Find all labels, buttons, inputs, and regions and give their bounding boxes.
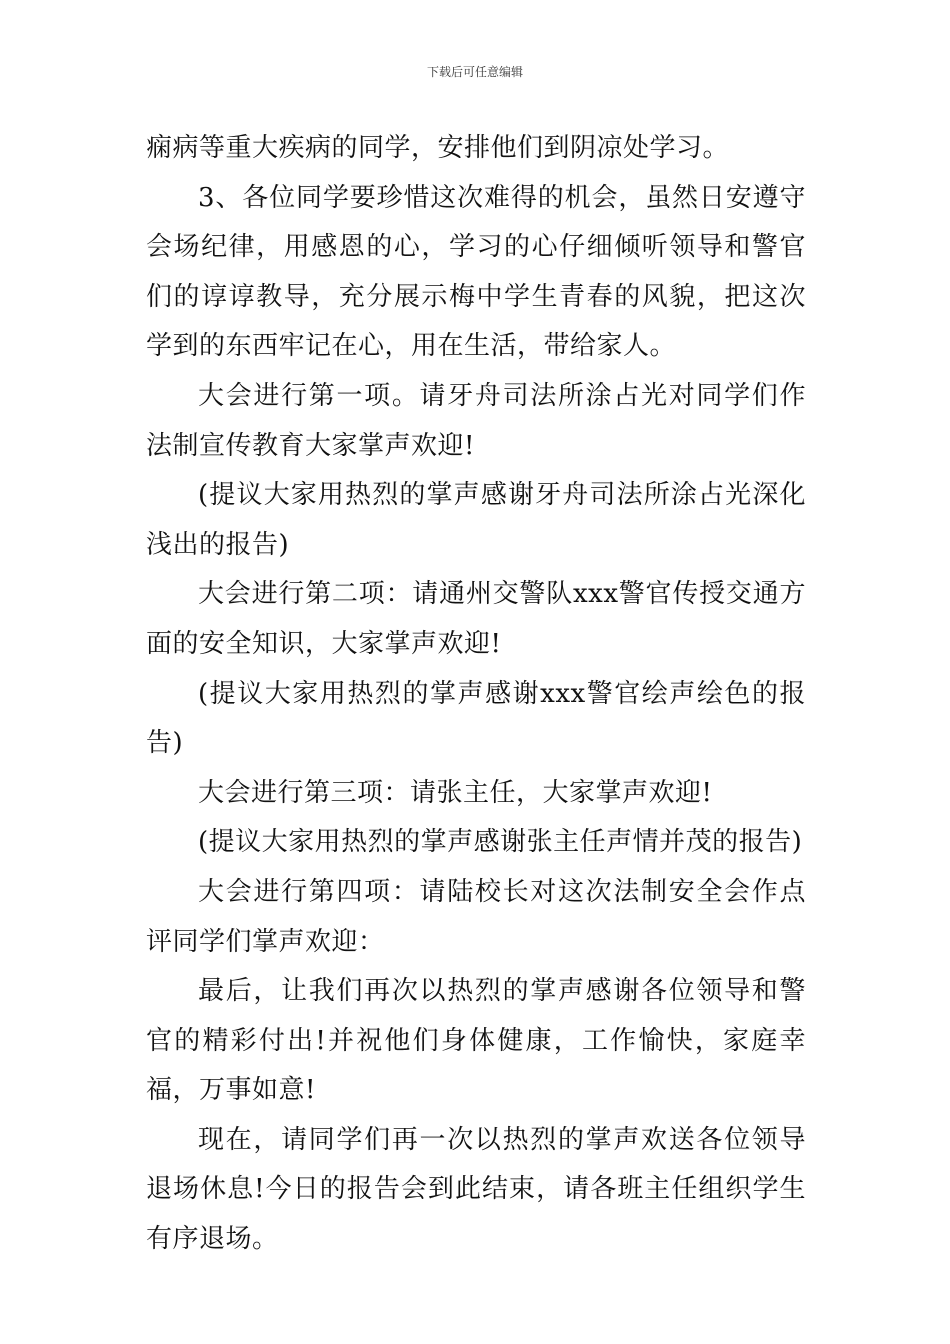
paragraph: (提议大家用热烈的掌声感谢张主任声情并茂的报告) bbox=[198, 827, 803, 858]
paragraph: 3、各位同学要珍惜这次难得的机会，虽然日安遵守会场纪律，用感恩的心，学习的心仔细倾听领导和警官们的谆谆教导，充分展示梅中学生青春的风貌，把这次学到的东西牢记在心，用在生活，带给家人。 bbox=[146, 182, 806, 362]
paragraph: 最后，让我们再次以热烈的掌声感谢各位领导和警官的精彩付出!并祝他们身体健康，工作愉快，家庭幸福，万事如意! bbox=[146, 976, 806, 1106]
paragraph: 大会进行第一项。请牙舟司法所涂占光对同学们作法制宣传教育大家掌声欢迎! bbox=[146, 380, 806, 461]
paragraph: (提议大家用热烈的掌声感谢xxx警官绘声绘色的报告) bbox=[146, 678, 806, 759]
paragraph: 大会进行第三项：请张主任，大家掌声欢迎! bbox=[198, 777, 713, 808]
paragraph: 大会进行第四项：请陆校长对这次法制安全会作点评同学们掌声欢迎： bbox=[146, 876, 806, 957]
paragraph: 现在，请同学们再一次以热烈的掌声欢送各位领导退场休息!今日的报告会到此结束，请各班主任组织学生有序退场。 bbox=[146, 1124, 806, 1255]
paragraph: 大会进行第二项：请通州交警队xxx警官传授交通方面的安全知识，大家掌声欢迎! bbox=[146, 579, 806, 659]
paragraph: (提议大家用热烈的掌声感谢牙舟司法所涂占光深化浅出的报告) bbox=[146, 480, 806, 560]
page-header: 下载后可任意编辑 bbox=[426, 65, 523, 79]
document-body bbox=[146, 124, 806, 1265]
paragraph-continuation: 痫病等重大疾病的同学，安排他们到阴凉处学习。 bbox=[146, 133, 730, 163]
